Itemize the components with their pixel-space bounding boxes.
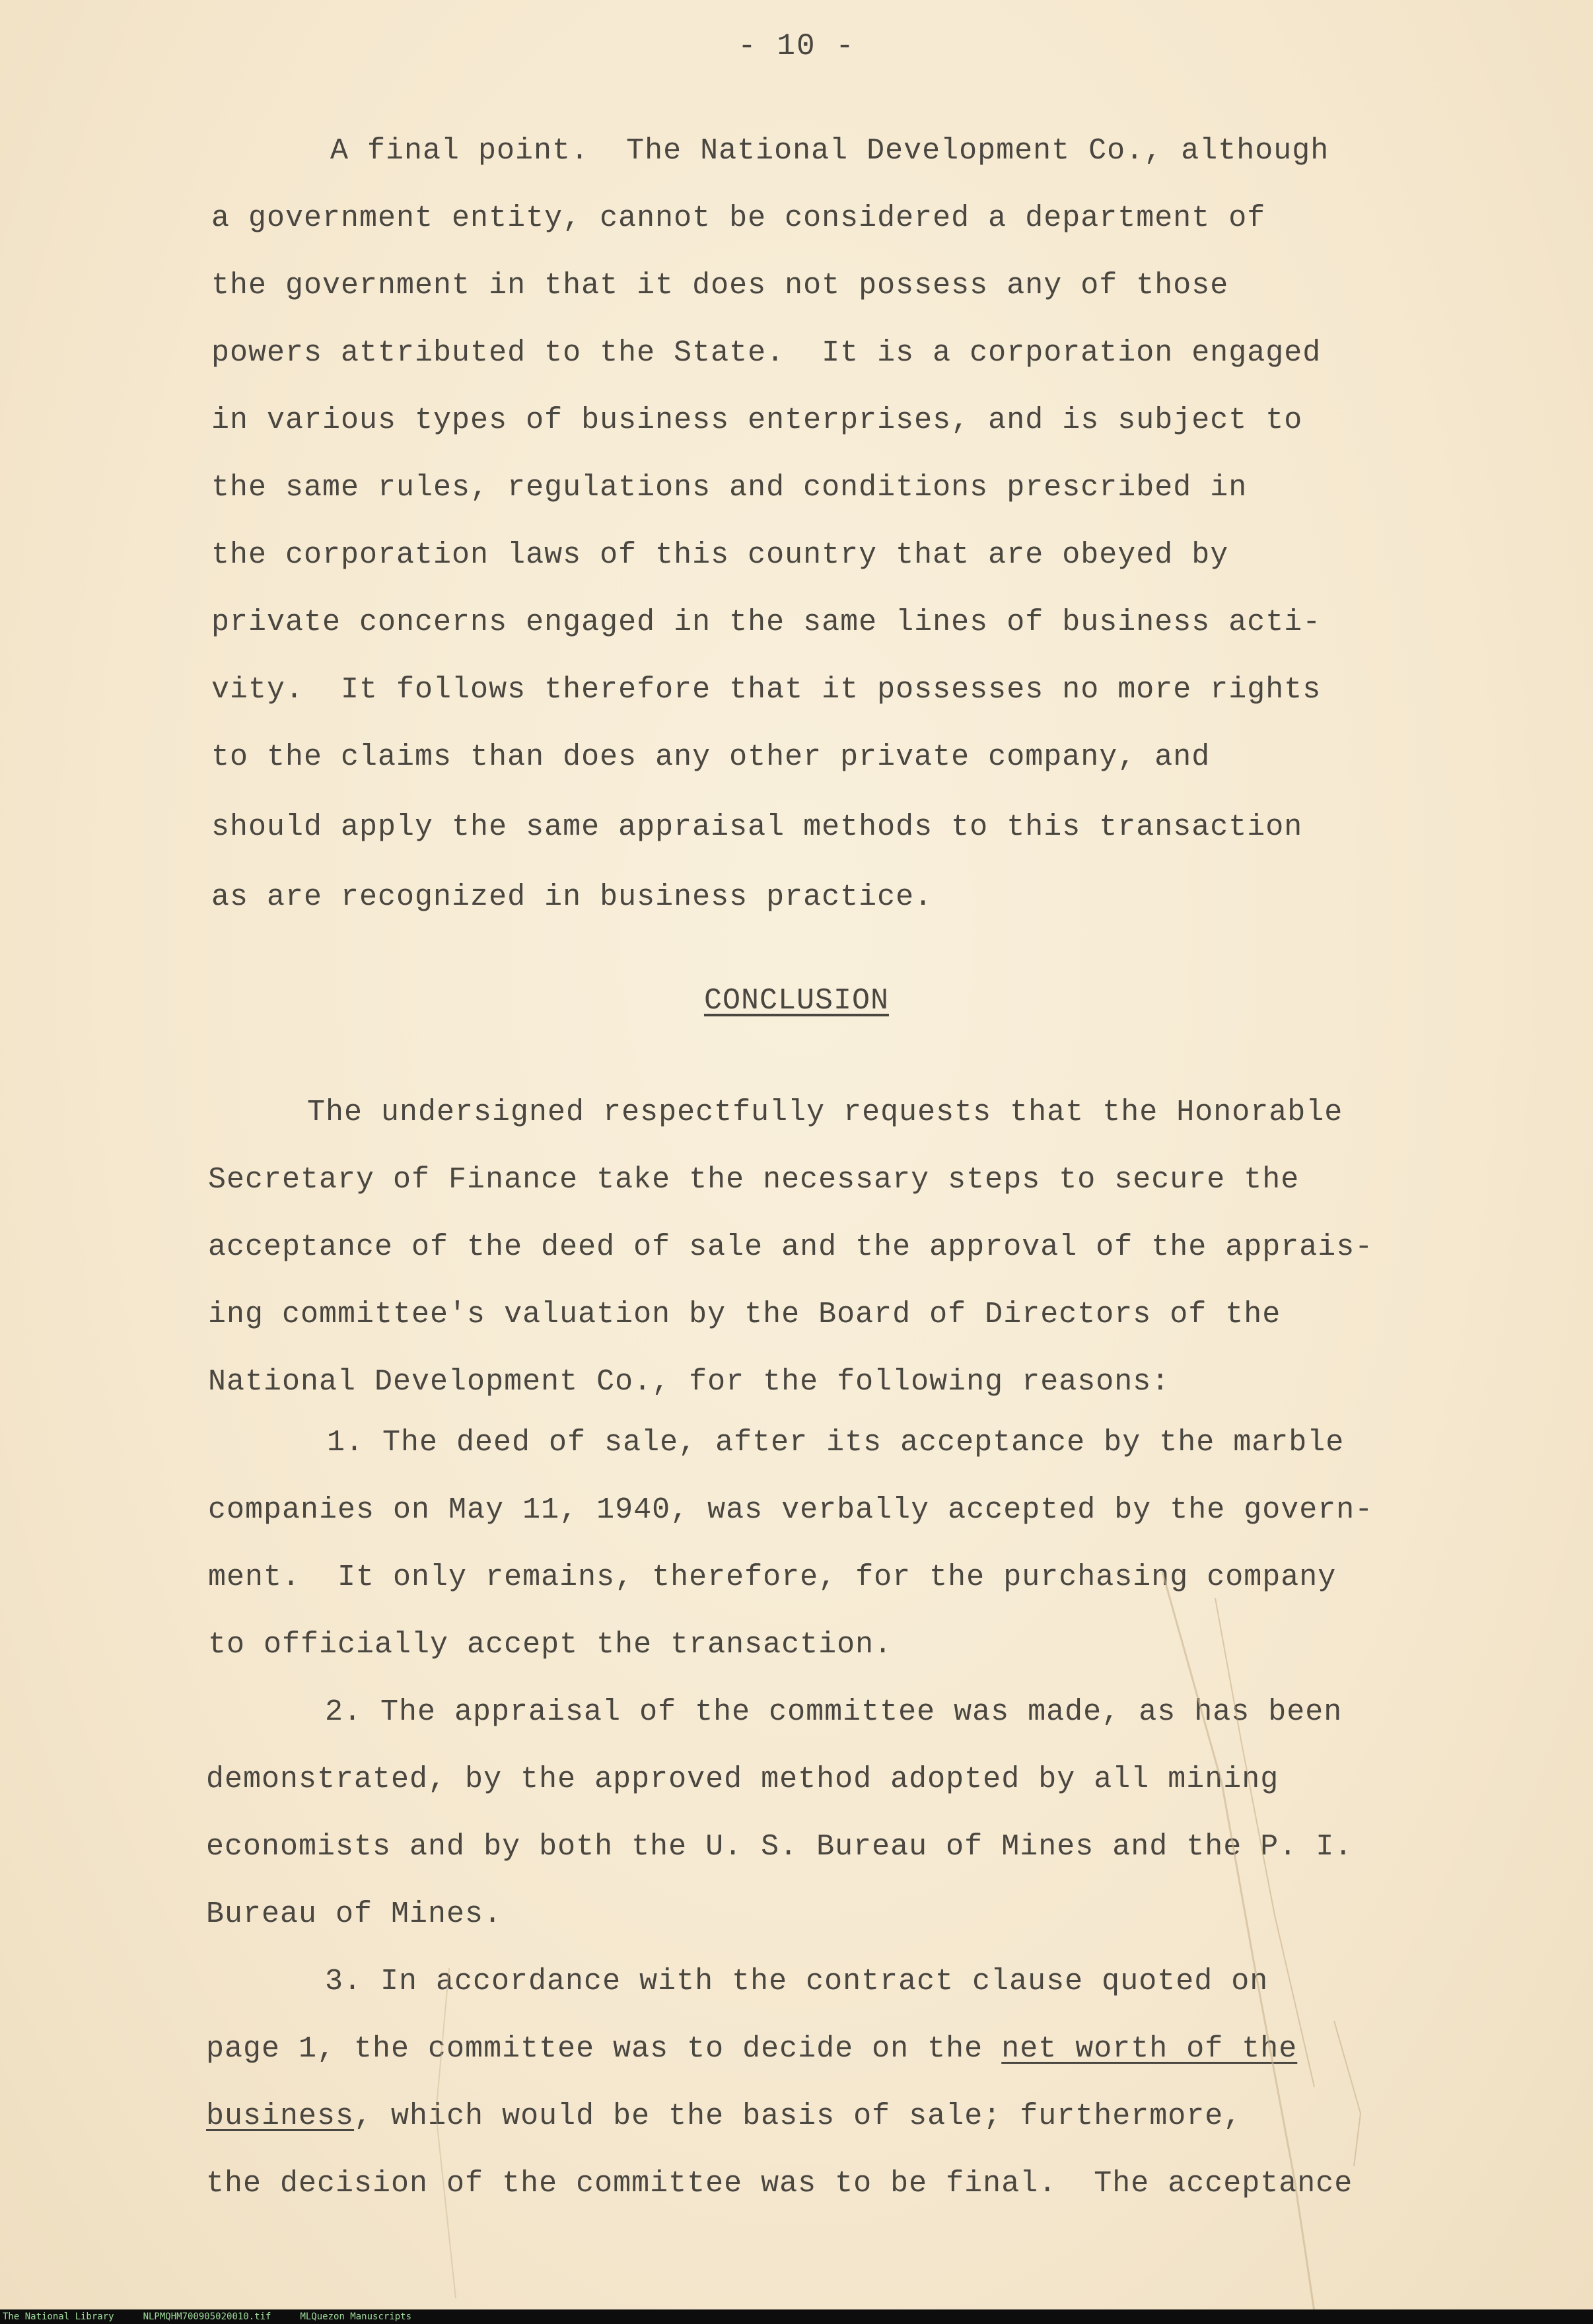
- text-line: the decision of the committee was to be final. The acceptance: [206, 2167, 1353, 2201]
- text-segment: , which would be the basis of sale; furthermore,: [354, 2099, 1242, 2133]
- text-line: ing committee's valuation by the Board of Directors of the: [208, 1298, 1281, 1331]
- conclusion-heading: CONCLUSION: [703, 984, 890, 1018]
- underlined-business: business: [206, 2099, 355, 2133]
- text-line: a government entity, cannot be considered a department of: [211, 201, 1266, 235]
- footer-collection: MLQuezon Manuscripts: [300, 2311, 412, 2322]
- text-line: [206, 2083, 1448, 2150]
- text-line: the government in that it does not possess any of those: [211, 269, 1229, 302]
- underlined-net-worth: net worth of the: [1001, 2032, 1298, 2066]
- text-line: to officially accept the transaction.: [208, 1628, 893, 1662]
- text-line: [206, 2016, 1448, 2083]
- text-line: National Development Co., for the following reasons:: [208, 1365, 1170, 1399]
- text-line: 1. The deed of sale, after its acceptance by the marble: [327, 1426, 1345, 1460]
- reason-item-3: [206, 1948, 1448, 2218]
- text-line: the same rules, regulations and conditions prescribed in: [211, 471, 1248, 505]
- text-line: 3. In accordance with the contract clause quoted on: [325, 1965, 1269, 1998]
- text-line: as are recognized in business practice.: [211, 880, 933, 914]
- text-line: A final point. The National Development Co., although: [330, 134, 1329, 168]
- paragraph-final-point: [211, 118, 1453, 931]
- paragraph-request: [208, 1079, 1450, 1416]
- text-line: private concerns engaged in the same lines of business acti-: [211, 606, 1322, 639]
- page-number: - 10 -: [738, 29, 855, 63]
- text-line: to the claims than does any other private company, and: [211, 740, 1211, 774]
- text-line: should apply the same appraisal methods to this transaction: [211, 810, 1303, 844]
- text-line: in various types of business enterprises, and is subject to: [211, 404, 1303, 437]
- text-line: acceptance of the deed of sale and the approval of the apprais-: [208, 1230, 1374, 1264]
- reason-item-1: [208, 1409, 1450, 1679]
- text-line: The undersigned respectfully requests that the Honorable: [307, 1096, 1343, 1129]
- section-heading: [0, 984, 1593, 1018]
- text-line: Secretary of Finance take the necessary steps to secure the: [208, 1163, 1300, 1197]
- text-line: 2. The appraisal of the committee was made, as has been: [325, 1695, 1343, 1729]
- text-line: economists and by both the U. S. Bureau of Mines and the P. I.: [206, 1830, 1353, 1864]
- text-line: demonstrated, by the approved method adopted by all mining: [206, 1763, 1279, 1796]
- text-line: ment. It only remains, therefore, for the purchasing company: [208, 1561, 1337, 1594]
- text-line: companies on May 11, 1940, was verbally accepted by the govern-: [208, 1493, 1374, 1527]
- text-line: Bureau of Mines.: [206, 1897, 503, 1931]
- footer-library: The National Library: [3, 2311, 114, 2322]
- text-segment: page 1, the committee was to decide on the: [206, 2032, 1002, 2066]
- reason-item-2: [206, 1679, 1448, 1948]
- text-line: the corporation laws of this country that are obeyed by: [211, 538, 1229, 572]
- text-line: vity. It follows therefore that it possesses no more rights: [211, 673, 1322, 707]
- archive-footer-bar: [0, 2309, 1593, 2324]
- text-line: powers attributed to the State. It is a corporation engaged: [211, 336, 1322, 370]
- footer-file-id: NLPMQHM700905020010.tif: [143, 2311, 271, 2322]
